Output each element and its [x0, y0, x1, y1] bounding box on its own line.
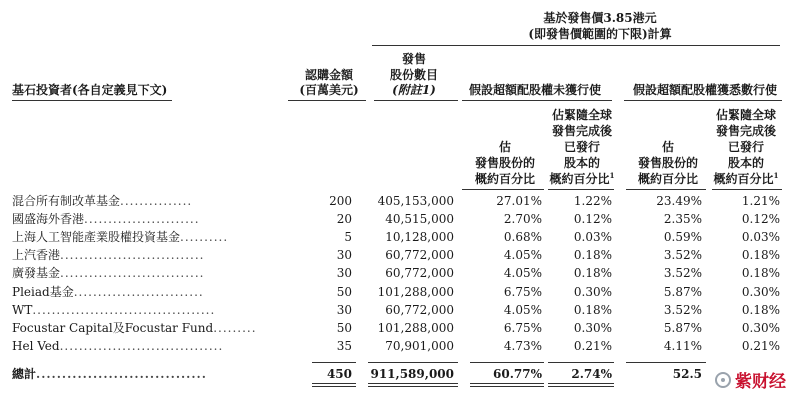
offer-shares-pct-header-2-line3: 概約百分比	[637, 172, 698, 186]
offer-shares-pct-header-1-line1: 估	[498, 140, 511, 154]
total-row-c1: 60.77%	[493, 367, 542, 381]
investor-name: 上汽香港	[12, 248, 61, 262]
investor-name: 廣發基金	[12, 266, 61, 280]
investor-name: 總計	[12, 367, 37, 381]
table-row-5-c3: 5.87%	[663, 285, 702, 299]
leader-dots: ...........................	[73, 285, 204, 299]
table-row-2-amount: 5	[344, 230, 352, 244]
not-exercised-group-rule	[462, 100, 612, 101]
leader-dots: ...............	[120, 194, 193, 208]
total-shares-pct-header-1-line3: 已發行	[563, 140, 600, 154]
shares-col-rule	[374, 100, 458, 101]
subheader-rule-2	[548, 189, 614, 190]
leader-dots: ..............................	[60, 248, 205, 262]
table-row-2-c3: 0.59%	[663, 230, 702, 244]
leader-dots: ........................	[84, 212, 200, 226]
table-row-1-c2: 0.12%	[573, 212, 612, 226]
leader-dots: ......................................	[32, 303, 216, 317]
not-exercised-group-header: 假設超額配股權未獲行使	[468, 83, 601, 97]
table-row-2-c4: 0.03%	[741, 230, 780, 244]
table-row-7-c1: 6.75%	[503, 321, 542, 335]
table-row-2-shares: 10,128,000	[385, 230, 454, 244]
table-row-4-c1: 4.05%	[503, 266, 542, 280]
table-row-8-shares: 70,901,000	[385, 339, 454, 353]
total-row-c2: 2.74%	[571, 367, 612, 381]
total-shares-pct-header-1-line5: 概約百分比$^1$	[549, 171, 615, 186]
total-shares-pct-header-1-line4: 股本的	[563, 156, 600, 170]
table-row-3-shares: 60,772,000	[385, 248, 454, 262]
table-row-7-shares: 101,288,000	[377, 321, 454, 335]
total-shares-pct-header-1-line2: 發售完成後	[551, 124, 612, 138]
shares-col-header-note: (附註1)	[392, 83, 436, 97]
total-double-rule-c2-a	[548, 383, 614, 384]
leader-dots: .................................	[36, 367, 207, 381]
table-row-0-shares: 405,153,000	[377, 194, 454, 208]
subscription-col-header-line1: 認購金額	[304, 68, 353, 82]
total-rule-c3	[626, 362, 706, 363]
offer-shares-pct-header-1-line2: 發售股份的	[474, 156, 535, 170]
total-row-amount: 450	[326, 367, 352, 381]
table-row-7-amount: 50	[336, 321, 352, 335]
table-row-7-c2: 0.30%	[573, 321, 612, 335]
watermark-text: 紫财经	[735, 372, 786, 392]
table-row-0-c3: 23.49%	[656, 194, 702, 208]
table-row-3-name	[12, 248, 304, 263]
shares-col-header-line1: 發售	[401, 52, 426, 66]
shares-col-header-line2: 股份數目	[389, 68, 438, 82]
total-rule-c2	[548, 362, 614, 363]
investor-name: Pleiad基金	[12, 285, 74, 299]
total-double-rule-c1-b	[470, 386, 544, 387]
fully-exercised-group-rule	[624, 100, 782, 101]
table-row-4-name	[12, 266, 304, 281]
table-row-8-c1: 4.73%	[503, 339, 542, 353]
fully-exercised-group-header: 假設超額配股權獲悉數行使	[632, 83, 777, 97]
table-row-7-c3: 5.87%	[663, 321, 702, 335]
table-row-1-shares: 40,515,000	[385, 212, 454, 226]
table-row-6-c3: 3.52%	[663, 303, 702, 317]
total-row-c3: 52.5	[672, 367, 702, 381]
table-row-0-amount: 200	[329, 194, 352, 208]
table-row-4-amount: 30	[336, 266, 352, 280]
table-row-0-c4: 1.21%	[741, 194, 780, 208]
header-rule-top	[372, 45, 780, 46]
wechat-channel-icon	[715, 372, 731, 388]
investor-name: Focustar Capital及Focustar Fund	[12, 321, 214, 335]
offer-shares-pct-header-1-line3: 概約百分比	[474, 172, 535, 186]
table-row-0-name	[12, 194, 304, 209]
total-double-rule-c1-a	[470, 383, 544, 384]
table-row-6-shares: 60,772,000	[385, 303, 454, 317]
leader-dots: ..............................	[60, 266, 205, 280]
total-shares-pct-header-2-line1: 佔緊隨全球	[715, 108, 776, 122]
table-row-1-amount: 20	[336, 212, 352, 226]
price-basis-title-line1: 基於發售價3.85港元	[543, 11, 657, 25]
table-row-5-shares: 101,288,000	[377, 285, 454, 299]
table-row-3-c3: 3.52%	[663, 248, 702, 262]
offer-shares-pct-header-2-line1: 估	[661, 140, 674, 154]
table-row-1-name	[12, 212, 304, 227]
table-row-3-amount: 30	[336, 248, 352, 262]
leader-dots: .........	[213, 321, 257, 335]
investor-name: Hel Ved	[12, 339, 60, 353]
total-double-rule-amount-b	[312, 386, 356, 387]
total-double-rule-shares-a	[368, 383, 458, 384]
offer-shares-pct-header-2-line2: 發售股份的	[637, 156, 698, 170]
table-row-6-c2: 0.18%	[573, 303, 612, 317]
price-basis-title-line2: (即發售價範圍的下限)計算	[528, 27, 672, 41]
table-row-7-c4: 0.30%	[741, 321, 780, 335]
table-row-0-c1: 27.01%	[496, 194, 542, 208]
table-row-8-c4: 0.21%	[741, 339, 780, 353]
table-row-3-c1: 4.05%	[503, 248, 542, 262]
leader-dots: ..........	[180, 230, 229, 244]
table-row-5-c2: 0.30%	[573, 285, 612, 299]
subscription-col-header-line2: (百萬美元)	[299, 83, 359, 97]
total-shares-pct-header-2-line2: 發售完成後	[715, 124, 776, 138]
total-rule-c1	[470, 362, 544, 363]
total-row-shares: 911,589,000	[370, 367, 454, 381]
table-row-0-c2: 1.22%	[573, 194, 612, 208]
table-row-7-name	[12, 321, 304, 336]
total-row-name	[12, 367, 304, 382]
table-row-2-c1: 0.68%	[503, 230, 542, 244]
table-row-2-name	[12, 230, 304, 245]
subheader-rule-4	[712, 189, 782, 190]
subheader-rule-3	[626, 189, 706, 190]
total-double-rule-shares-b	[368, 386, 458, 387]
watermark	[715, 367, 786, 392]
table-row-8-name	[12, 339, 304, 354]
table-row-4-c2: 0.18%	[573, 266, 612, 280]
table-row-1-c3: 2.35%	[663, 212, 702, 226]
investor-name: WT	[12, 303, 33, 317]
table-row-2-c2: 0.03%	[573, 230, 612, 244]
investor-name: 上海人工智能產業股權投資基金	[12, 230, 181, 244]
total-shares-pct-header-2-line3: 已發行	[727, 140, 764, 154]
table-row-1-c1: 2.70%	[503, 212, 542, 226]
total-rule-shares	[368, 362, 458, 363]
table-row-3-c2: 0.18%	[573, 248, 612, 262]
table-row-5-c1: 6.75%	[503, 285, 542, 299]
investor-col-rule	[12, 100, 172, 101]
investor-name: 混合所有制改革基金	[12, 194, 121, 208]
subscription-col-rule	[288, 100, 366, 101]
table-row-5-c4: 0.30%	[741, 285, 780, 299]
table-row-5-name	[12, 285, 304, 300]
total-double-rule-amount-a	[312, 383, 356, 384]
table-row-6-amount: 30	[336, 303, 352, 317]
table-row-5-amount: 50	[336, 285, 352, 299]
total-shares-pct-header-2-line5: 概約百分比$^1$	[713, 171, 779, 186]
table-row-8-c2: 0.21%	[573, 339, 612, 353]
table-row-6-name	[12, 303, 304, 318]
total-rule-amount	[312, 362, 356, 363]
total-shares-pct-header-1-line1: 佔緊隨全球	[551, 108, 612, 122]
table-row-8-c3: 4.11%	[663, 339, 702, 353]
table-row-6-c1: 4.05%	[503, 303, 542, 317]
total-shares-pct-header-2-line4: 股本的	[727, 156, 764, 170]
table-row-8-amount: 35	[336, 339, 352, 353]
investor-col-header: 基石投資者(各自定義見下文)	[12, 83, 168, 97]
table-row-4-shares: 60,772,000	[385, 266, 454, 280]
table-row-4-c4: 0.18%	[741, 266, 780, 280]
leader-dots: ..................................	[59, 339, 224, 353]
table-row-3-c4: 0.18%	[741, 248, 780, 262]
investor-name: 國盛海外香港	[12, 212, 85, 226]
table-row-6-c4: 0.18%	[741, 303, 780, 317]
table-row-1-c4: 0.12%	[741, 212, 780, 226]
subheader-rule-1	[462, 189, 544, 190]
total-double-rule-c2-b	[548, 386, 614, 387]
table-row-4-c3: 3.52%	[663, 266, 702, 280]
